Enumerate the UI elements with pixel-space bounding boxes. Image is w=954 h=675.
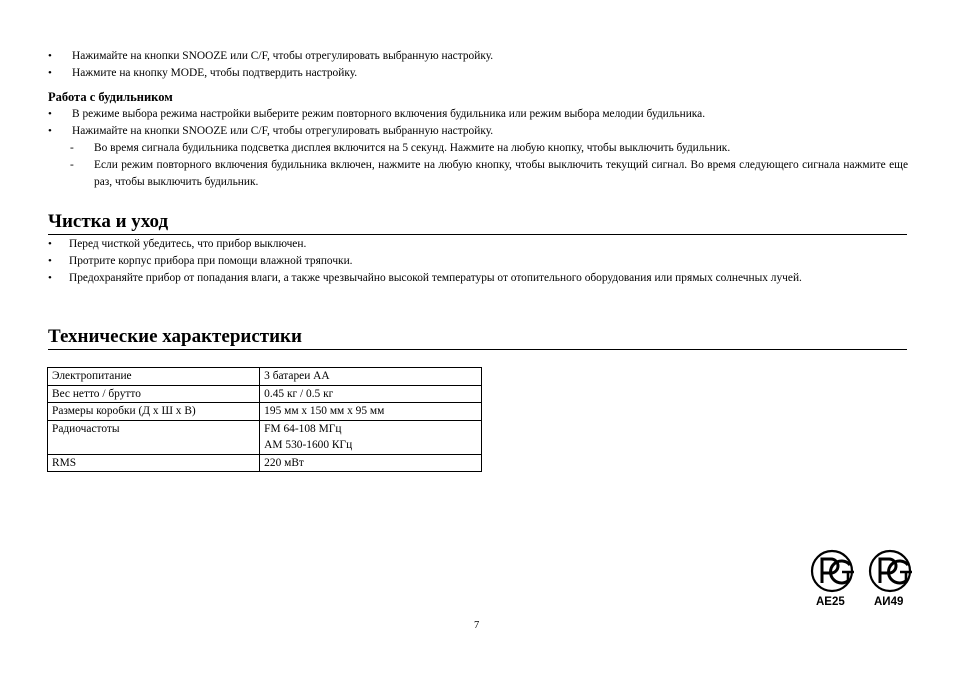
list-item: • В режиме выбора режима настройки выберите режим повторного включения будильника или режим выбора мелодии будильника. bbox=[48, 106, 908, 123]
dash-icon: - bbox=[70, 159, 74, 171]
bullet-icon: • bbox=[48, 272, 52, 284]
table-row bbox=[48, 420, 482, 454]
list-item: • Нажимайте на кнопки SNOOZE или C/F, чтобы отрегулировать выбранную настройку. bbox=[48, 48, 908, 65]
table-row bbox=[48, 385, 482, 403]
page-number: 7 bbox=[474, 620, 480, 631]
list-item: • Нажмите на кнопку MODE, чтобы подтвердить настройку. bbox=[48, 65, 908, 82]
spec-value-line: FM 64-108 МГц bbox=[264, 422, 342, 435]
care-list bbox=[48, 236, 906, 287]
bullet-icon: • bbox=[48, 50, 52, 62]
rst-certification-icon bbox=[870, 551, 912, 591]
specs-title: Технические характеристики bbox=[48, 325, 907, 350]
spec-label: Электропитание bbox=[48, 368, 260, 386]
bullet-icon: • bbox=[48, 67, 52, 79]
spec-label: Вес нетто / брутто bbox=[48, 385, 260, 403]
bullet-icon: • bbox=[48, 108, 52, 120]
table-row bbox=[48, 403, 482, 421]
spec-label: Размеры коробки (Д х Ш х В) bbox=[48, 403, 260, 421]
spec-label: RMS bbox=[48, 454, 260, 472]
table-row bbox=[48, 368, 482, 386]
spec-label: Радиочастоты bbox=[48, 420, 260, 454]
certification-code: AE25 bbox=[816, 596, 845, 608]
spec-value: 0.45 кг / 0.5 кг bbox=[260, 385, 482, 403]
care-title: Чистка и уход bbox=[48, 210, 907, 235]
rst-certification-icon bbox=[812, 551, 854, 591]
spec-value-line: АМ 530-1600 КГц bbox=[264, 439, 353, 451]
bullet-icon: • bbox=[48, 238, 52, 250]
alarm-sublist bbox=[70, 140, 908, 191]
list-item: • Протрите корпус прибора при помощи влажной тряпочки. bbox=[48, 253, 906, 270]
sublist-item: - Во время сигнала будильника подсветка дисплея включится на 5 секунд. Нажмите на любую кнопку, чтобы выключить будильник. bbox=[70, 140, 908, 157]
table-row bbox=[48, 454, 482, 472]
settings-list bbox=[48, 48, 908, 82]
spec-value bbox=[260, 420, 482, 454]
list-item: • Перед чисткой убедитесь, что прибор выключен. bbox=[48, 236, 906, 253]
bullet-icon: • bbox=[48, 125, 52, 137]
list-item: • Предохраняйте прибор от попадания влаги, а также чрезвычайно высокой температуры от отопительного оборудования или прямых солнечных лучей. bbox=[48, 270, 906, 287]
dash-icon: - bbox=[70, 142, 74, 154]
spec-value: 3 батареи АА bbox=[260, 368, 482, 386]
certification-code: АИ49 bbox=[874, 596, 904, 608]
list-item: • Нажимайте на кнопки SNOOZE или C/F, чтобы отрегулировать выбранную настройку. - Во время сигнала будильника подсветка дисплея включится на 5 секунд. Нажмите на любую кнопку, чтобы выключить будильник. - Если режим повторного включения будильника включен, нажмите на любую кнопку, чтобы выключить текущий сигнал. Во время следующего сигнала нажмите еще раз, чтобы выключить будильник. bbox=[48, 123, 908, 191]
alarm-list bbox=[48, 106, 908, 191]
sublist-item: - Если режим повторного включения будильника включен, нажмите на любую кнопку, чтобы выключить текущий сигнал. Во время следующего сигнала нажмите еще раз, чтобы выключить будильник. bbox=[70, 159, 908, 188]
alarm-heading: Работа с будильником bbox=[48, 90, 173, 104]
spec-value: 195 мм х 150 мм х 95 мм bbox=[260, 403, 482, 421]
specs-table bbox=[47, 367, 482, 472]
spec-value: 220 мВт bbox=[260, 454, 482, 472]
bullet-icon: • bbox=[48, 255, 52, 267]
